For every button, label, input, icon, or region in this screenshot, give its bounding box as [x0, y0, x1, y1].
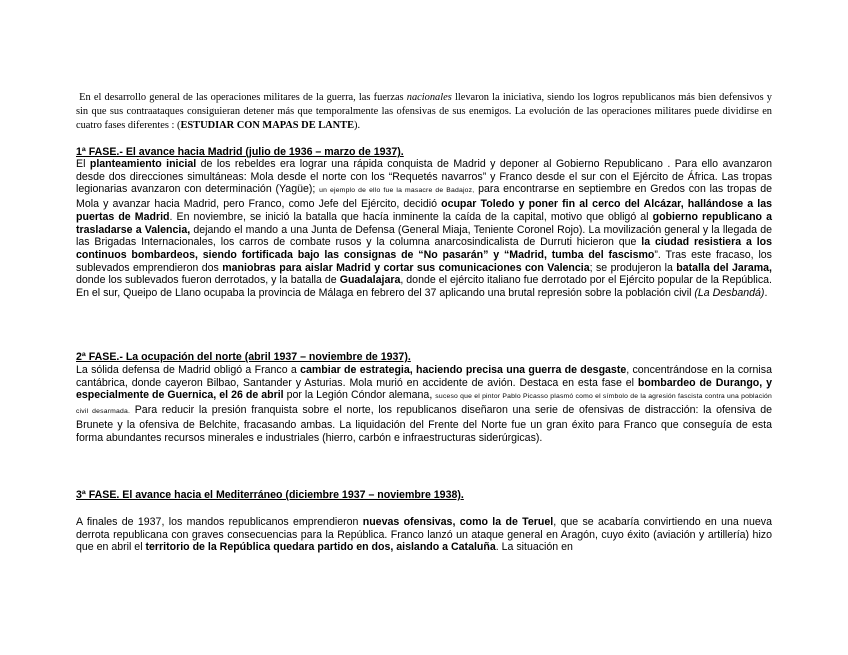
text: , concentrándose en la cornisa cantábrica, donde cayeron Bilbao, Santander y Asturias. Mola murió en accidente de avión. Destaca en esta fase el	[76, 364, 772, 389]
text: La sólida defensa de Madrid obligó a Franco a	[76, 364, 301, 376]
intro-paragraph	[76, 91, 772, 134]
small-text: suceso que el pintor Pablo Picasso plasmó como el símbolo de la agresión fascista contra una población civil desarmada.	[76, 393, 773, 416]
text: . En noviembre, se inició la batalla que hacía inminente la caída de la capital, motivo que obligó al	[169, 210, 653, 223]
text: de los rebeldes era lograr una rápida conquista de Madrid y deponer al Gobierno Republicano . Para ello avanzaron desde dos direcciones simultáneas: Mola desde el norte con los “Requetés navarros” y Franco desde el sur con el Ejército de África. Las tropas legionarias avanzaron con determinación (Yagüe);	[76, 158, 772, 196]
text: Para reducir la presión franquista sobre el norte, los republicanos diseñaron una serie de ofensivas de distracción: la ofensiva de Brunete y la ofensiva de Belchite, fracasando ambas. La liquidación del Frente del Norte fue un gran éxito para Franco que conseguía de esta forma abundantes recursos minerales e industriales (hierro, carbón e infraestructuras siderúrgicas).	[76, 404, 773, 444]
text: .	[764, 287, 768, 300]
bold-text: maniobras para aislar Madrid y cortar sus comunicaciones con Valencia	[222, 261, 590, 274]
intro-text: En el desarrollo general de las operaciones militares de la guerra, las fuerzas	[79, 92, 407, 103]
bold-text: cambiar de estrategia, haciendo precisa una guerra de desgaste	[300, 364, 627, 376]
bold-text: nuevas ofensivas, como la de Teruel	[362, 516, 554, 528]
text: , donde el ejército italiano fue derrotado por el Ejército popular de la República. En el sur, Queipo de Llano ocupaba la provincia de Málaga en febrero del 37 aplicando una brutal represión sobre la población civil	[76, 274, 773, 300]
bold-text: planteamiento inicial	[89, 158, 197, 170]
intro-bold: ESTUDIAR CON MAPAS DE LANTE	[180, 120, 355, 132]
fase1-paragraph	[76, 158, 772, 300]
text: ; se produjeron la	[589, 261, 677, 274]
text: . La situación en	[495, 541, 573, 554]
text: , que se acabaría convirtiendo en una nueva derrota republicana con graves consecuencias para la República. Franco lanzó un ataque general en Aragón, cuyo éxito (aviación y artillería) hizo que en abril el	[76, 516, 772, 554]
fase1-heading: 1ª FASE.- El avance hacia Madrid (julio de 1936 – marzo de 1937).	[76, 146, 404, 158]
intro-italic: nacionales	[406, 92, 452, 103]
text: por la Legión Cóndor alemana,	[283, 389, 436, 402]
bold-text: batalla del Jarama,	[676, 261, 773, 274]
bold-text: territorio de la República quedara partido en dos, aislando a Cataluña	[145, 541, 496, 554]
text: El	[76, 158, 90, 170]
fase2-paragraph	[76, 364, 772, 444]
text: dejando el mando a una Junta de Defensa (General Miaja, Teniente Coronel Rojo). La movilización general y la llegada de las Brigadas Internacionales, los carros de combate rusos y la columna anarcosindicalista de Durruti hicieron que	[76, 223, 772, 249]
bold-text: gobierno republicano a trasladarse a Valencia,	[76, 210, 772, 236]
italic-text: (La Desbandá)	[694, 287, 765, 300]
small-text: un ejemplo de ello fue la masacre de Badajoz,	[319, 187, 475, 195]
bold-text: bombardeo de Durango, y especialmente de Guernica, el 26 de abril	[76, 376, 772, 402]
fase3-heading: 3ª FASE. El avance hacia el Mediterráneo (diciembre 1937 – noviembre 1938).	[76, 489, 464, 501]
bold-text: la ciudad resistiera a los continuos bombardeos, siendo fortificada bajo las consignas de “No pasarán” y “Madrid, tumba del fascismo	[76, 236, 772, 261]
intro-text: llevaron la iniciativa, siendo los logros republicanos más bien defensivos y sin que sus contraataques consiguieran detener más que temporalmente las ofensivas de sus enemigos. La evolución de las operaciones militares puede dividirse en cuatro fases diferentes : (	[76, 92, 772, 132]
text: A finales de 1937, los mandos republicanos emprendieron	[76, 516, 363, 528]
fase3-paragraph	[76, 516, 772, 554]
text: ”. Tras este fracaso, los sublevados emprendieron dos	[76, 248, 772, 274]
intro-text: ).	[354, 120, 361, 132]
bold-text: ocupar Toledo y poner fin al cerco del Alcázar, hallándose a las puertas de Madrid	[76, 198, 772, 223]
text: donde los sublevados fueron derrotados, y la batalla de	[76, 274, 340, 287]
bold-text: Guadalajara	[339, 274, 401, 287]
text: para encontrarse en septiembre en Gredos con las tropas de Mola y avanzar hacia Madrid, pero Franco, como Jefe del Ejército, decidió	[76, 183, 772, 211]
fase2-heading: 2ª FASE.- La ocupación del norte (abril 1937 – noviembre de 1937).	[76, 351, 411, 363]
